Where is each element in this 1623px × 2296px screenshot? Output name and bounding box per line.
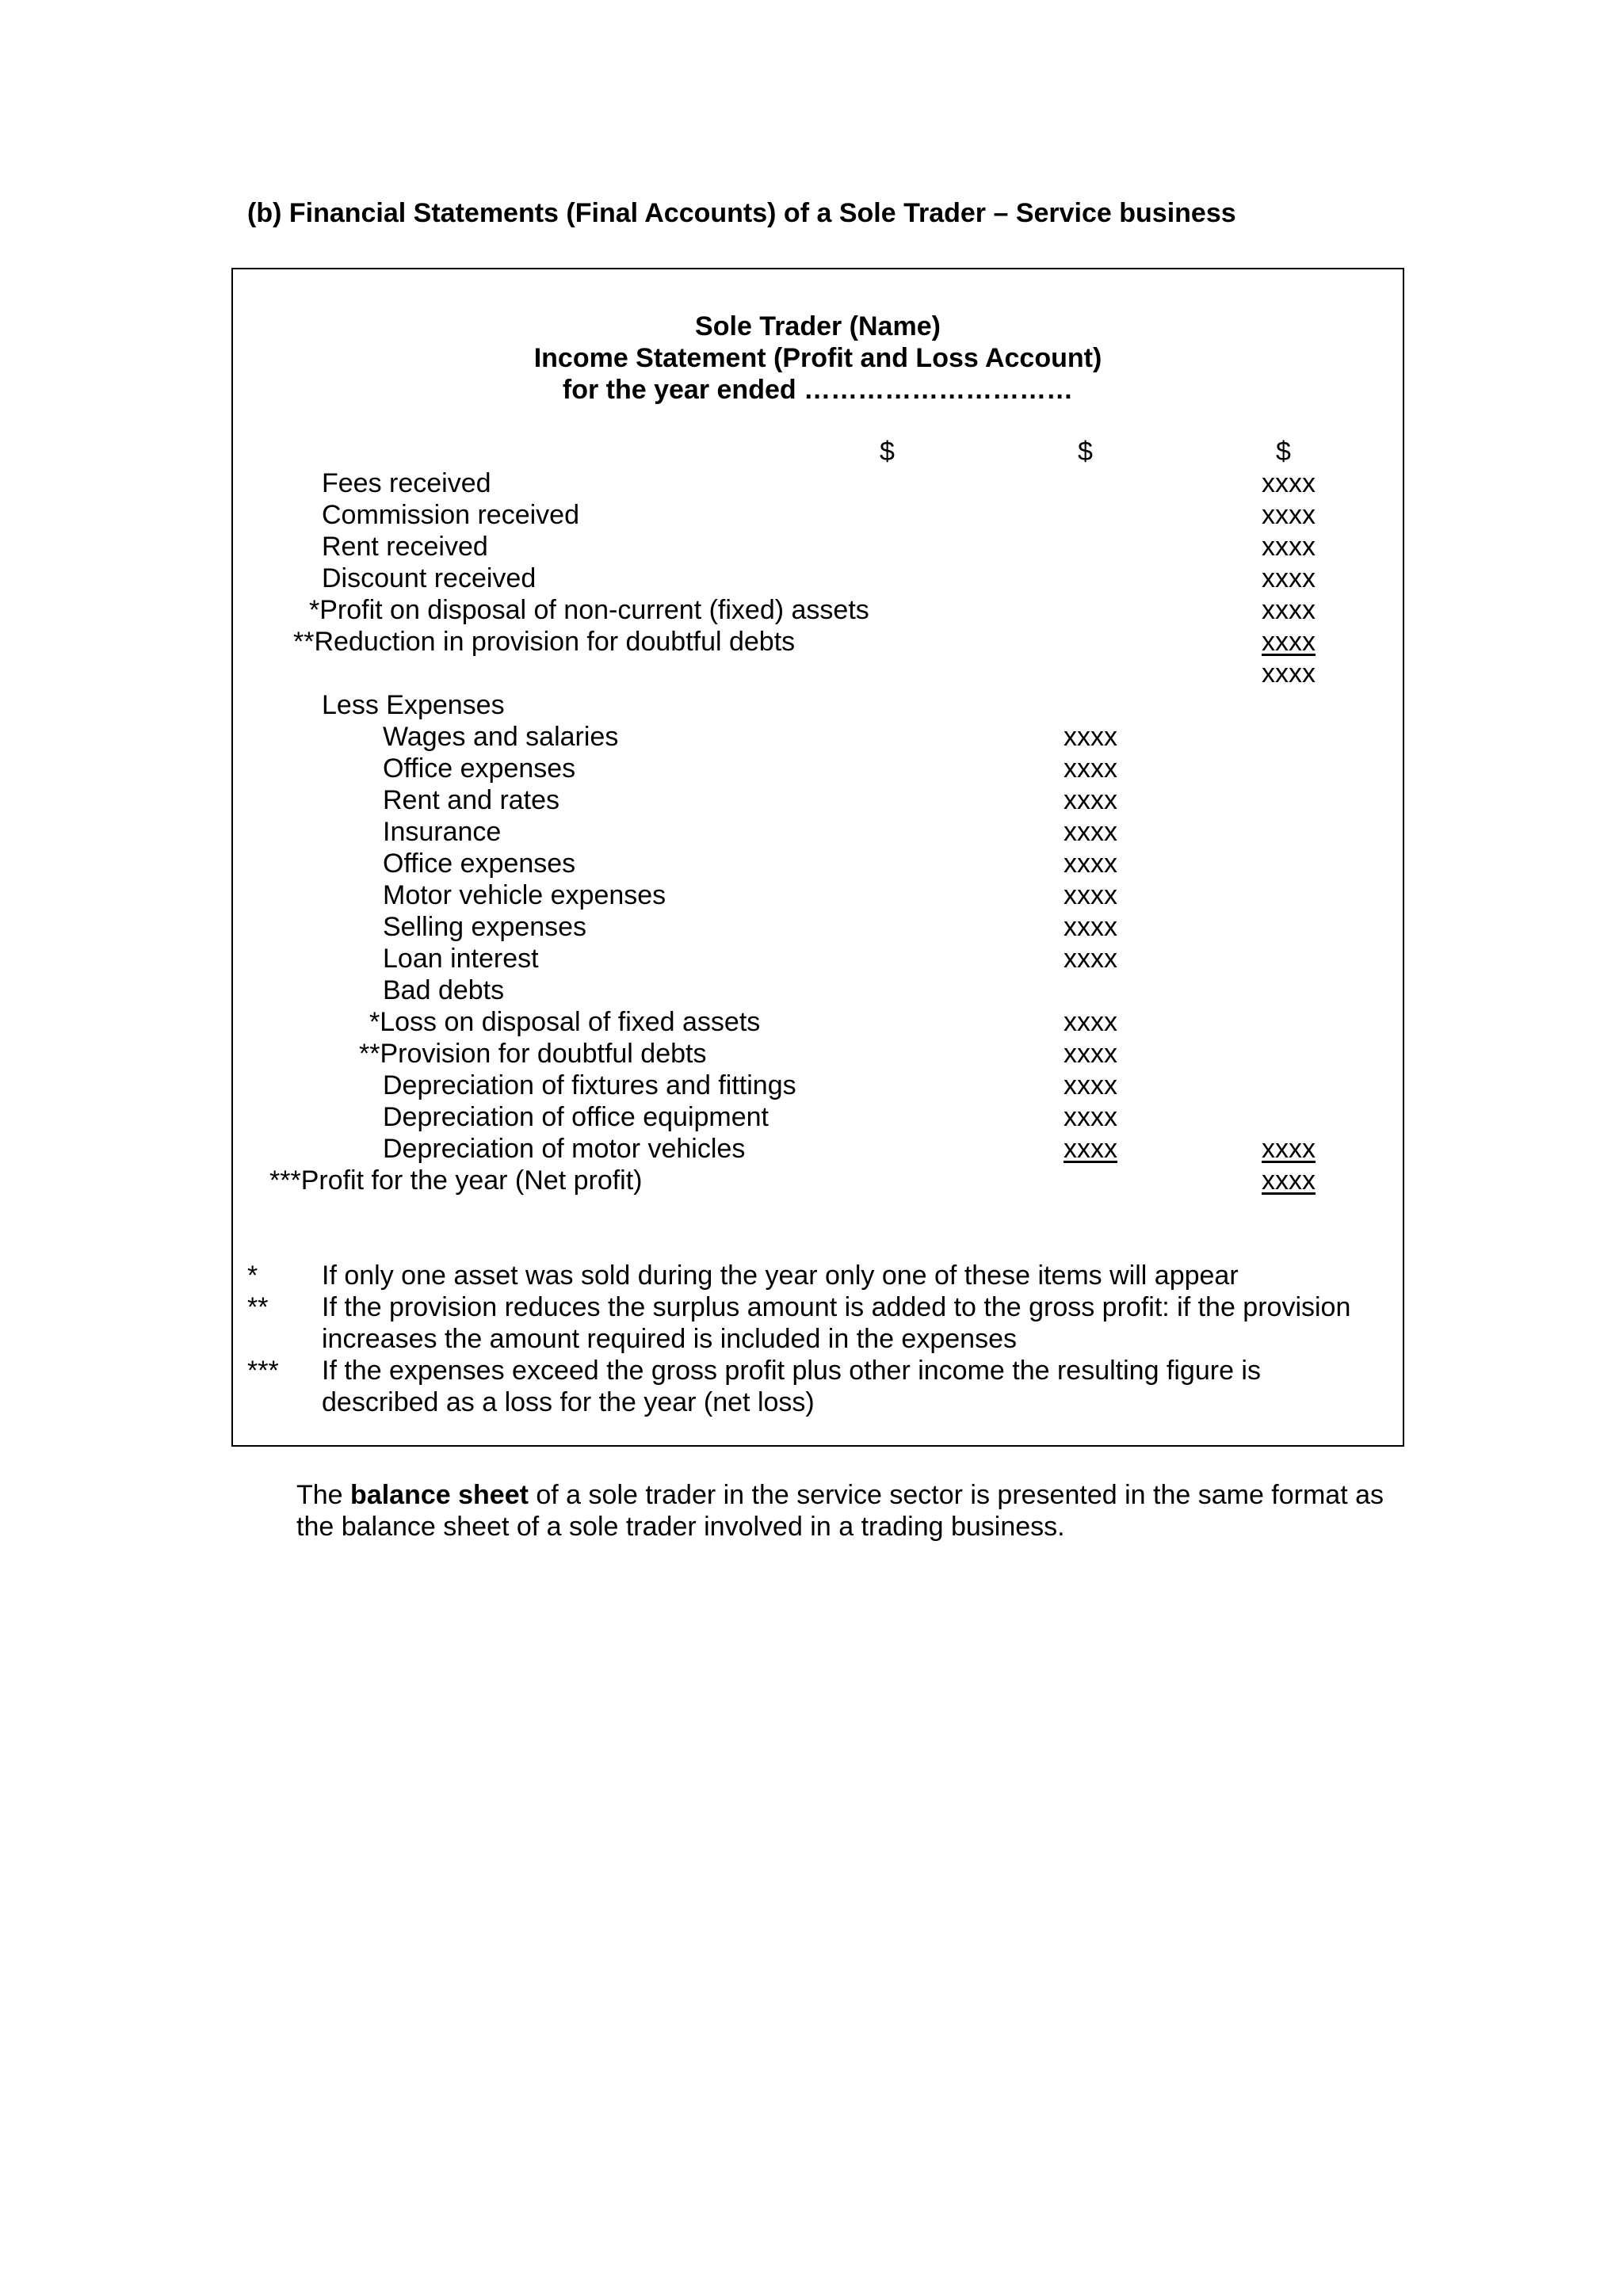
income-item-label: Commission received: [322, 500, 579, 530]
expense-item-amount: xxxx: [1064, 944, 1117, 974]
expense-item-label: Loan interest: [383, 944, 539, 974]
expense-item-amount: xxxx: [1064, 1007, 1117, 1037]
balance-sheet-term: balance sheet: [350, 1480, 529, 1510]
expense-item-amount: xxxx: [1064, 785, 1117, 815]
expense-item-label: Rent and rates: [383, 785, 560, 815]
expense-item-label: Office expenses: [383, 849, 576, 879]
statement-title-period: for the year ended …………………………: [562, 375, 1074, 405]
currency-header-col1: $: [880, 437, 895, 467]
expense-item-amount: xxxx: [1064, 1070, 1117, 1100]
expense-item-amount: xxxx: [1064, 753, 1117, 784]
expense-item-label: Selling expenses: [383, 912, 587, 942]
net-profit-amount: xxxx: [1262, 1165, 1316, 1196]
expense-item-label: Office expenses: [383, 753, 576, 784]
statement-title-name: Sole Trader (Name): [695, 311, 941, 341]
footnote-mark: **: [247, 1292, 269, 1322]
income-item-amount: xxxx: [1262, 563, 1316, 593]
expense-item-label: *Loss on disposal of fixed assets: [369, 1007, 761, 1037]
expense-item-label: Bad debts: [383, 975, 505, 1005]
expense-item-amount: xxxx: [1064, 849, 1117, 879]
expense-item-label: Motor vehicle expenses: [383, 880, 666, 910]
expense-item-amount: xxxx: [1064, 880, 1117, 910]
closing-text-start: The: [296, 1480, 351, 1510]
expense-item-label: Depreciation of motor vehicles: [383, 1134, 746, 1164]
statement-title-type: Income Statement (Profit and Loss Account): [533, 343, 1102, 373]
expense-item-label: Wages and salaries: [383, 722, 619, 752]
less-expenses-heading: Less Expenses: [322, 690, 505, 720]
expense-item-label: Insurance: [383, 817, 502, 847]
expense-item-label: Depreciation of office equipment: [383, 1102, 769, 1132]
expense-item-label: Depreciation of fixtures and fittings: [383, 1070, 796, 1100]
expense-item-amount: xxxx: [1064, 912, 1117, 942]
income-item-amount: xxxx: [1262, 500, 1316, 530]
income-item-label: Rent received: [322, 532, 488, 562]
page-heading: (b) Financial Statements (Final Accounts) of a Sole Trader – Service business: [247, 198, 1236, 228]
expense-item-amount: xxxx: [1064, 1039, 1117, 1069]
expense-item-label: **Provision for doubtful debts: [359, 1039, 707, 1069]
expenses-total: xxxx: [1262, 1134, 1316, 1164]
income-item-label: Discount received: [322, 563, 537, 593]
income-item-amount: xxxx: [1262, 595, 1316, 625]
income-item-amount: xxxx: [1262, 468, 1316, 498]
currency-header-col3: $: [1276, 437, 1291, 467]
income-item-amount: xxxx: [1262, 532, 1316, 562]
closing-paragraph: [296, 1479, 1406, 1543]
expense-item-amount: xxxx: [1064, 722, 1117, 752]
footnote-text: If only one asset was sold during the year only one of these items will appear: [322, 1261, 1239, 1291]
expense-item-amount: xxxx: [1064, 1134, 1117, 1164]
net-profit-label: ***Profit for the year (Net profit): [269, 1165, 643, 1196]
footnote-text: If the provision reduces the surplus amount is added to the gross profit: if the provision increases the amount required is included in the expenses: [322, 1292, 1351, 1354]
footnote-text: If the expenses exceed the gross profit plus other income the resulting figure is described as a loss for the year (net loss): [322, 1356, 1261, 1417]
expense-item-amount: xxxx: [1064, 1102, 1117, 1132]
income-item-label: *Profit on disposal of non-current (fixed) assets: [309, 595, 869, 625]
income-item-label: Fees received: [322, 468, 491, 498]
currency-header-col2: $: [1078, 437, 1093, 467]
closing-text-end: of a sole trader in the service sector is presented in the same format as the balance sheet of a sole trader involved in a trading business.: [296, 1480, 1384, 1542]
income-item-label: **Reduction in provision for doubtful debts: [293, 627, 796, 657]
expense-item-amount: xxxx: [1064, 817, 1117, 847]
income-total: xxxx: [1262, 658, 1316, 688]
income-item-amount: xxxx: [1262, 627, 1316, 657]
footnote-mark: *: [247, 1261, 258, 1291]
footnote-mark: ***: [247, 1356, 279, 1386]
